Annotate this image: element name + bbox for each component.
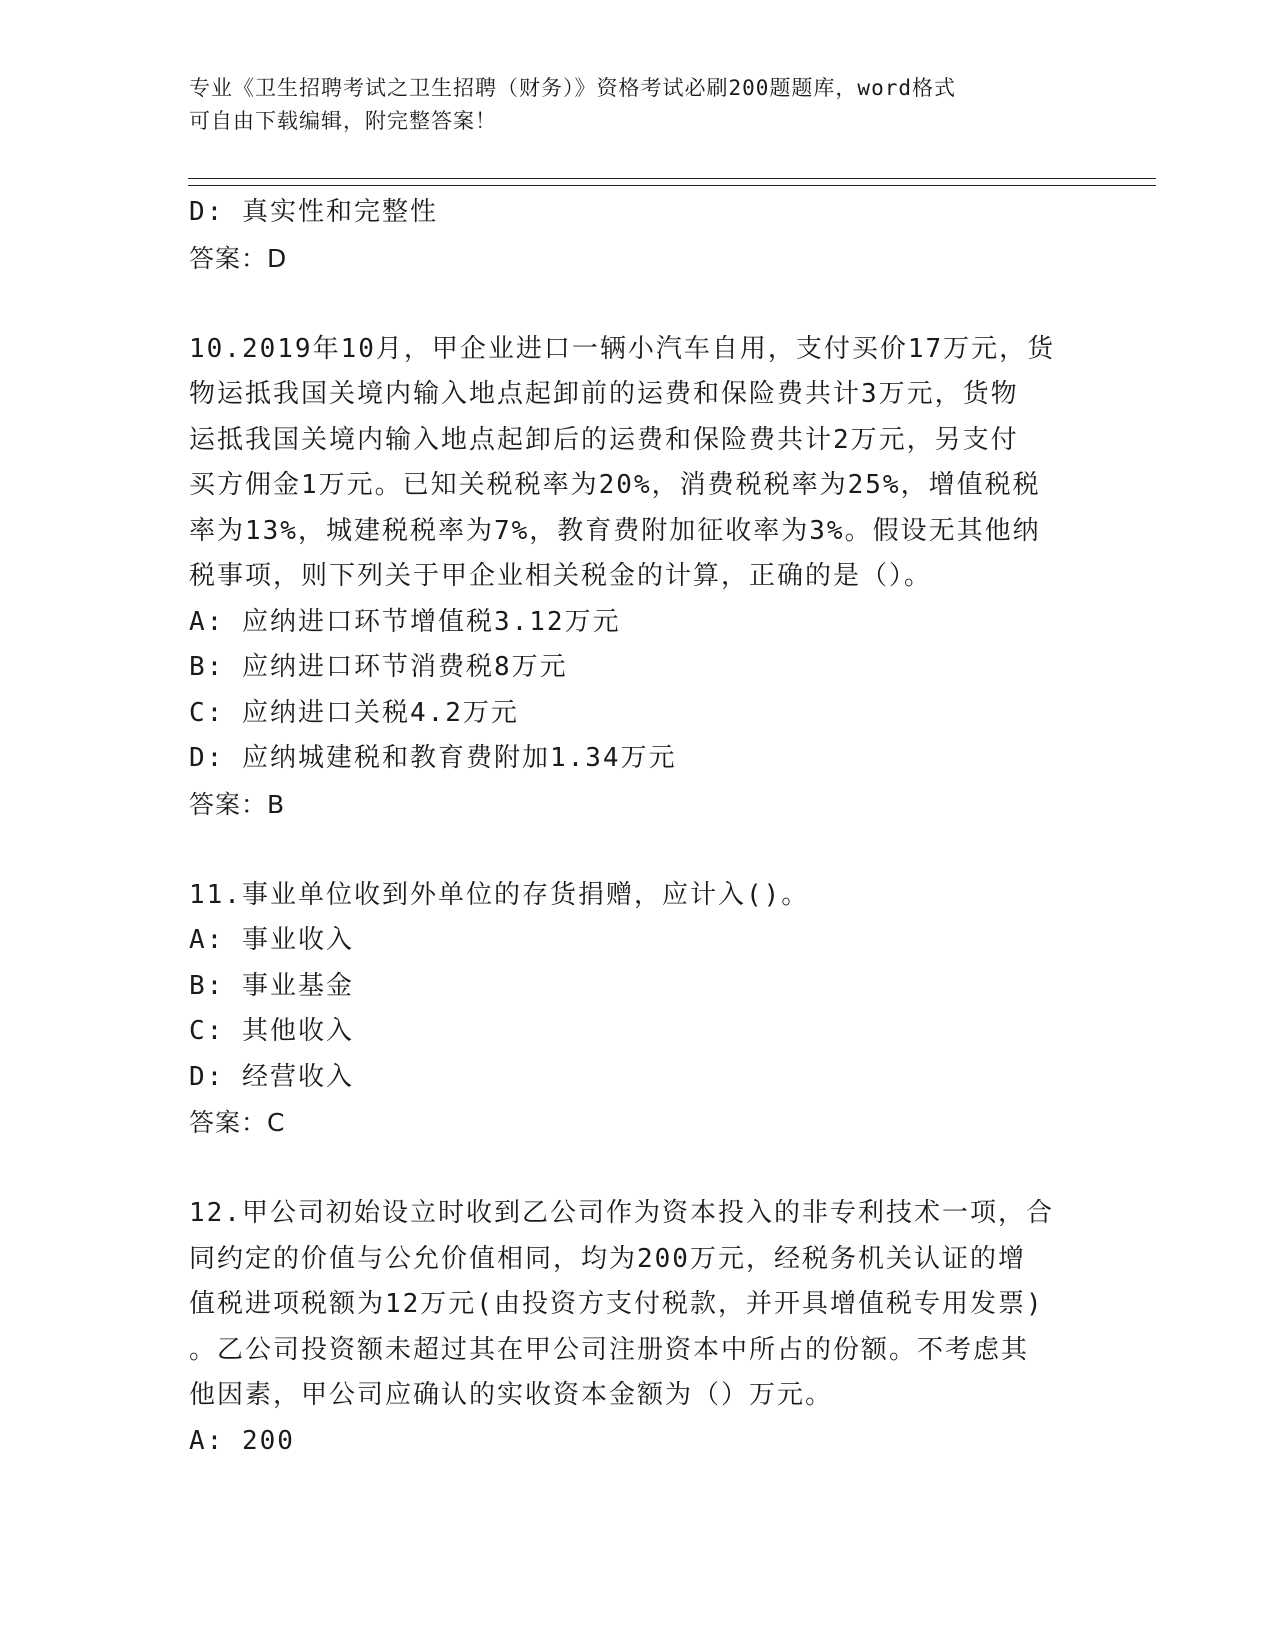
option-c: C: 其他收入 [189,1016,354,1046]
answer-line: 答案：B [189,789,286,819]
question-text-line: 11.事业单位收到外单位的存货捐赠，应计入()。 [189,879,810,910]
question-text-line: 10.2019年10月，甲企业进口一辆小汽车自用，支付买价17万元，货 [189,333,1056,364]
question-10 [189,327,1089,828]
page-header [189,72,1069,138]
option-d: D: 真实性和完整性 [189,197,438,227]
option-a: A: 事业收入 [189,925,354,955]
answer-line: 答案：D [189,243,288,273]
answer-line: 答案：C [189,1108,286,1137]
question-text-line: 12.甲公司初始设立时收到乙公司作为资本投入的非专利技术一项，合 [189,1198,1054,1228]
question-text-line: 运抵我国关境内输入地点起卸后的运费和保险费共计2万元，另支付 [189,424,1019,455]
spacer [189,281,1089,327]
header-title-line-1: 专业《卫生招聘考试之卫生招聘（财务）》资格考试必刷200题题库，word格式 [189,76,956,100]
option-d: D: 应纳城建税和教育费附加1.34万元 [189,743,677,773]
option-d: D: 经营收入 [189,1061,354,1092]
spacer [189,1146,1089,1192]
question-9-tail [189,190,1089,281]
question-text-line: 他因素，甲公司应确认的实收资本金额为（）万元。 [189,1380,834,1410]
header-divider [188,178,1156,186]
document-body [189,190,1089,1464]
question-text-line: 同约定的价值与公允价值相同，均为200万元，经税务机关认证的增 [189,1243,1026,1274]
question-text-line: 物运抵我国关境内输入地点起卸前的运费和保险费共计3万元，货物 [189,379,1019,409]
question-11 [189,873,1089,1146]
question-text-line: 值税进项税额为12万元(由投资方支付税款，并开具增值税专用发票) [189,1289,1044,1319]
option-c: C: 应纳进口关税4.2万元 [189,697,519,728]
header-title-line-2: 可自由下载编辑，附完整答案！ [189,109,497,133]
question-text-line: 率为13%，城建税税率为7%，教育费附加征收率为3%。假设无其他纳 [189,515,1041,546]
option-b: B: 事业基金 [189,970,354,1001]
question-text-line: 税事项，则下列关于甲企业相关税金的计算，正确的是（）。 [189,561,933,591]
spacer [189,827,1089,873]
question-text-line: 。乙公司投资额未超过其在甲公司注册资本中所占的份额。不考虑其 [189,1334,1030,1365]
question-text-line: 买方佣金1万元。已知关税税率为20%，消费税税率为25%，增值税税 [189,470,1041,500]
question-12 [189,1191,1089,1464]
option-a: A: 200 [189,1425,295,1456]
option-b: B: 应纳进口环节消费税8万元 [189,652,568,682]
option-a: A: 应纳进口环节增值税3.12万元 [189,606,621,637]
